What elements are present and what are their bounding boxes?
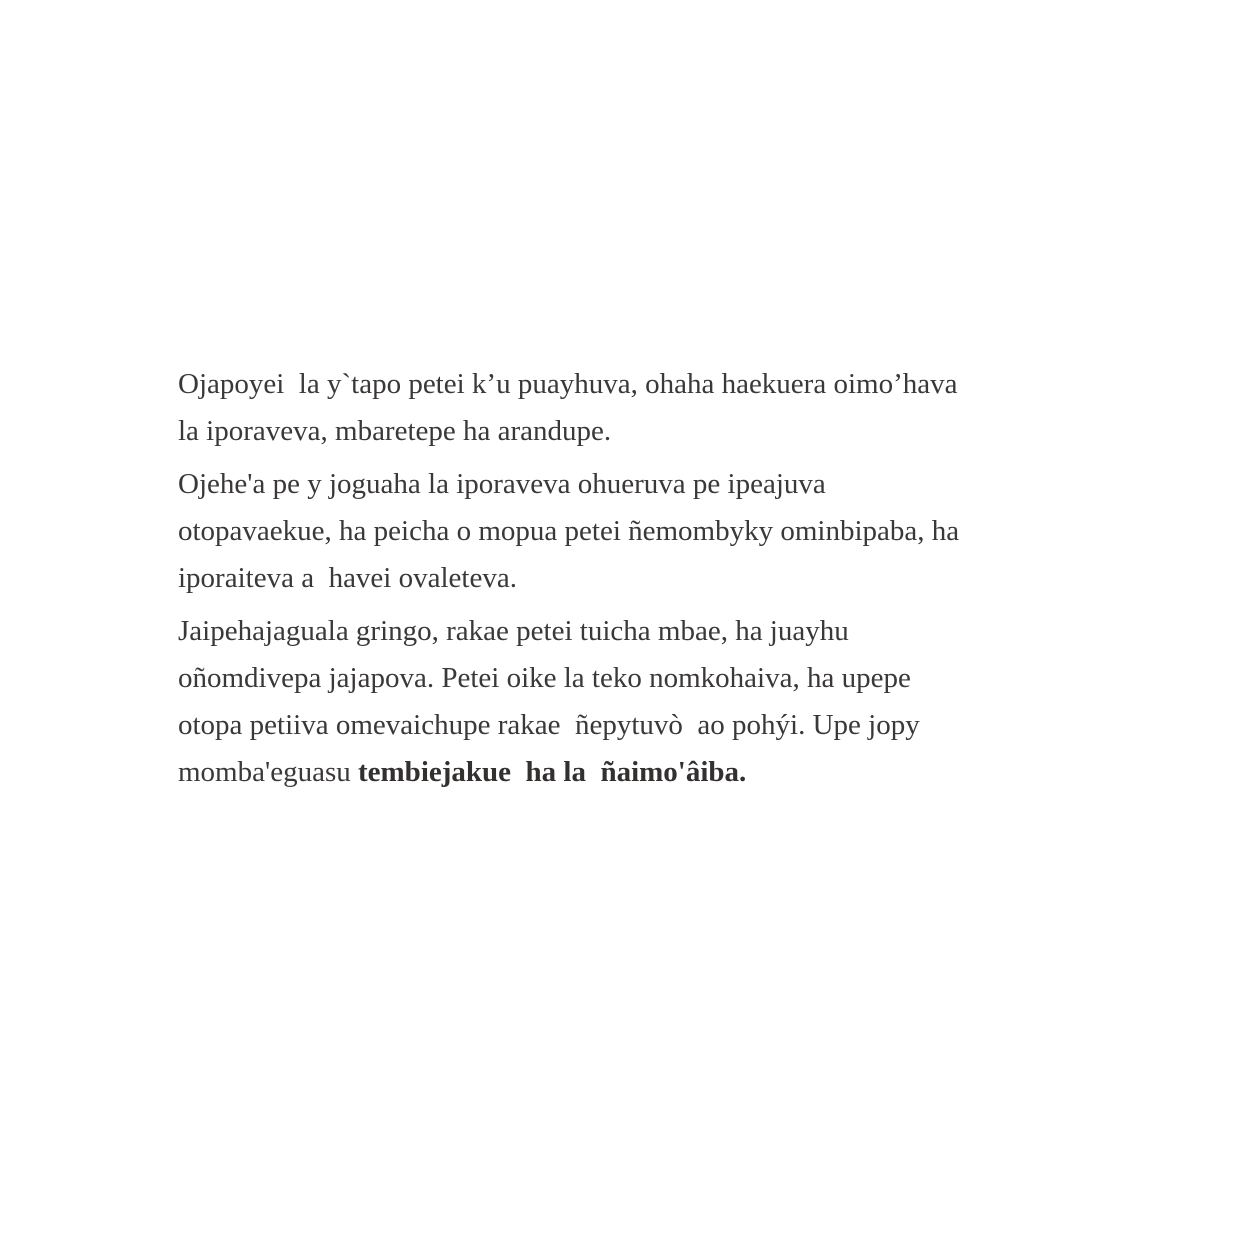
body-text	[178, 361, 1078, 802]
paragraph-1	[178, 361, 1078, 455]
paragraph-3-line-4	[178, 749, 1078, 796]
paragraph-2-line-3: iporaiteva a havei ovaleteva.	[178, 562, 517, 594]
paragraph-2	[178, 461, 1078, 602]
paragraph-3-line-1: Jaipehajaguala gringo, rakae petei tuicha mbae, ha juayhu	[178, 615, 849, 647]
paragraph-1-line-2: la iporaveva, mbaretepe ha arandupe.	[178, 415, 612, 447]
paragraph-3-line-4-regular: momba'eguasu	[178, 756, 358, 788]
paragraph-3	[178, 608, 1078, 796]
paragraph-3-line-2: oñomdivepa jajapova. Petei oike la teko nomkohaiva, ha upepe	[178, 662, 911, 694]
paragraph-2-line-1: Ojehe'a pe y joguaha la iporaveva ohueruva pe ipeajuva	[178, 468, 826, 500]
paragraph-3-line-4-bold: tembiejakue ha la ñaimo'âiba.	[358, 756, 747, 788]
paragraph-3-line-3: otopa petiiva omevaichupe rakae ñepytuvò ao pohýi. Upe jopy	[178, 709, 920, 741]
paragraph-1-line-1: Ojapoyei la y`tapo petei k’u puayhuva, ohaha haekuera oimo’hava	[178, 368, 958, 400]
paragraph-2-line-2: otopavaekue, ha peicha o mopua petei ñemombyky ominbipaba, ha	[178, 515, 960, 547]
